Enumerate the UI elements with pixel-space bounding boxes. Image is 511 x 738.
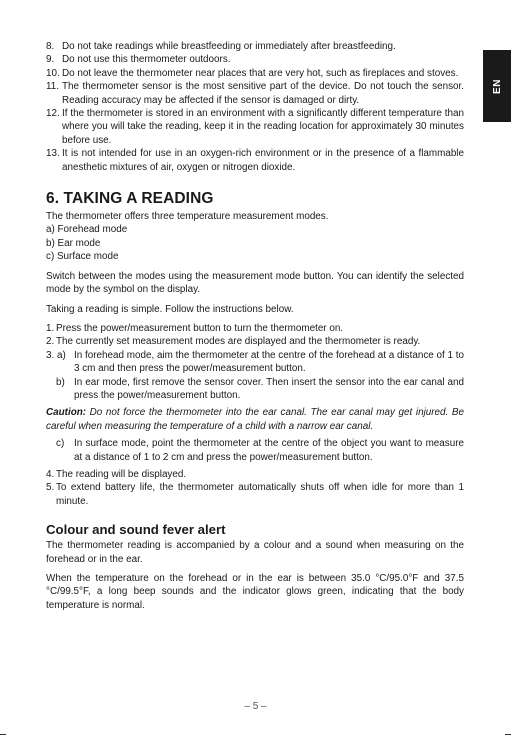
step-item <box>46 481 464 508</box>
step-number: 3. a) <box>46 349 66 361</box>
warning-item <box>46 147 464 174</box>
step-text: To extend battery life, the thermometer automatically shuts off when idle for more than 1 minute. <box>56 482 464 507</box>
step-item <box>46 437 464 464</box>
warning-text: The thermometer sensor is the most sensitive part of the device. Do not touch the sensor. Reading accuracy may be affected if the sensor is damaged or dirty. <box>62 81 464 106</box>
step-text: Press the power/measurement button to turn the thermometer on. <box>56 322 344 334</box>
warning-number: 11. <box>46 81 59 93</box>
modes-intro: The thermometer offers three temperature measurement modes. <box>46 211 329 223</box>
page-number: – 5 – <box>244 701 267 712</box>
warning-text: Do not use this thermometer outdoors. <box>62 54 231 66</box>
caution-note <box>46 406 464 433</box>
warning-number: 12. <box>46 108 60 120</box>
step-number: 2. <box>46 336 55 348</box>
fever-alert-heading: Colour and sound fever alert <box>46 522 226 538</box>
switch-modes-text: Switch between the modes using the measurement mode button. You can identify the selected mode by the symbol on the display. <box>46 270 464 296</box>
caution-label: Caution: <box>46 407 87 419</box>
mode-item: b) Ear mode <box>46 237 101 249</box>
warning-text: It is not intended for use in an oxygen-rich environment or in the presence of a flammable anesthetic mixtures of air, oxygen or nitrogen dioxide. <box>62 148 464 173</box>
crop-mark <box>0 734 6 735</box>
simple-reading-text: Taking a reading is simple. Follow the instructions below. <box>46 303 294 315</box>
language-tab <box>483 50 511 122</box>
mode-item: a) Forehead mode <box>46 224 128 236</box>
warning-number: 13. <box>46 148 60 160</box>
caution-text: Do not force the thermometer into the ear canal. The ear canal may get injured. Be careful when measuring the temperature of a child with a narrow ear canal. <box>46 407 464 432</box>
section-heading: 6. TAKING A READING <box>46 190 214 208</box>
step-item <box>46 376 464 403</box>
crop-mark <box>505 734 511 735</box>
warning-text: If the thermometer is stored in an environment with a significantly different temperature than where you will take the reading, keep it in the reading location for approximately 30 minutes before use. <box>62 108 464 146</box>
warning-item <box>46 53 464 66</box>
step-text: In ear mode, first remove the sensor cover. Then insert the sensor into the ear canal and press the power/measurement button. <box>74 376 464 401</box>
step-item <box>46 322 464 335</box>
reading-steps <box>46 322 464 402</box>
warning-item <box>46 40 464 53</box>
step-item <box>46 468 464 481</box>
language-tab-label: EN <box>491 78 503 94</box>
fever-alert-paragraph: The thermometer reading is accompanied by a colour and a sound when measuring on the forehead or in the ear. <box>46 540 464 565</box>
step-number: b) <box>56 376 65 388</box>
warning-text: Do not take readings while breastfeeding or immediately after breastfeeding. <box>62 41 396 52</box>
warnings-list <box>46 40 464 174</box>
warning-text: Do not leave the thermometer near places that are very hot, such as fireplaces and stoves. <box>62 67 459 79</box>
page-content <box>46 40 464 612</box>
step-text: The currently set measurement modes are displayed and the thermometer is ready. <box>56 336 421 348</box>
step-text: In forehead mode, aim the thermometer at the centre of the forehead at a distance of 1 to 3 cm and then press the power/measurement button. <box>74 349 464 375</box>
fever-alert-paragraph: When the temperature on the forehead or in the ear is between 35.0 °C/95.0°F and 37.5 °C/99.5°F, a long beep sounds and the indicator glows green, indicating that the body temperature is normal. <box>46 573 464 611</box>
warning-number: 8. <box>46 41 55 52</box>
step-number: 4. <box>46 468 55 480</box>
step-number: 5. <box>46 482 55 494</box>
warning-number: 9. <box>46 54 55 66</box>
step-text: In surface mode, point the thermometer at the centre of the object you want to measure at a distance of 1 to 2 cm and press the power/measurement button. <box>74 438 464 463</box>
warning-item <box>46 107 464 147</box>
warning-item <box>46 67 464 80</box>
step-item <box>46 349 464 376</box>
reading-steps-end <box>46 468 464 508</box>
step-text: The reading will be displayed. <box>56 468 187 480</box>
mode-item: c) Surface mode <box>46 251 119 263</box>
warning-number: 10. <box>46 67 60 79</box>
step-number: c) <box>56 438 65 450</box>
warning-item <box>46 80 464 107</box>
step-item <box>46 335 464 348</box>
step-number: 1. <box>46 322 55 334</box>
